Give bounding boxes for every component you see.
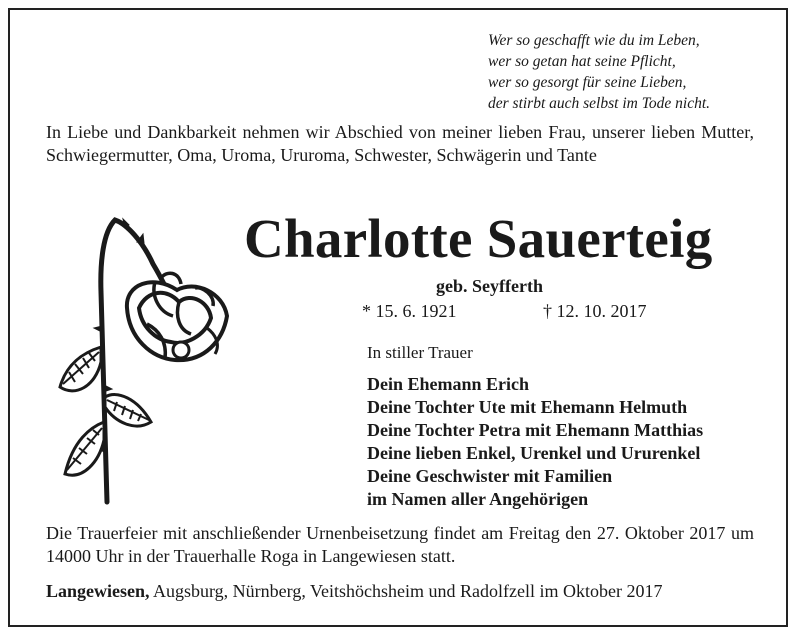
mourning-title: In stiller Trauer	[367, 343, 473, 362]
deceased-name: Charlotte Sauerteig	[244, 208, 713, 269]
poem-line: wer so gesorgt für seine Lieben,	[488, 74, 687, 91]
mourner-line: Deine Geschwister mit Familien	[367, 466, 613, 486]
poem-line: der stirbt auch selbst im Tode nicht.	[488, 95, 711, 112]
poem	[488, 30, 710, 114]
mourner-line: im Namen aller Angehörigen	[367, 489, 589, 509]
closing-line	[46, 581, 662, 602]
funeral-notice: Die Trauerfeier mit anschließender Urnenbeisetzung findet am Freitag den 27. Oktober 2017 um 14000 Uhr in der Trauerhalle Roga in Langewiesen statt.	[46, 523, 754, 566]
birth-date: * 15. 6. 1921	[362, 301, 457, 321]
mourner-line: Deine Tochter Petra mit Ehemann Matthias	[367, 420, 704, 440]
birth-name: geb. Seyfferth	[436, 276, 543, 296]
life-dates	[362, 301, 647, 322]
intro-text: In Liebe und Dankbarkeit nehmen wir Abschied von meiner lieben Frau, unserer lieben Mutter, Schwiegermutter, Oma, Uroma, Ururoma, Schwester, Schwägerin und Tante	[46, 122, 754, 165]
poem-line: wer so getan hat seine Pflicht,	[488, 53, 676, 70]
poem-line: Wer so geschafft wie du im Leben,	[488, 32, 700, 49]
mourner-line: Deine Tochter Ute mit Ehemann Helmuth	[367, 397, 688, 417]
wilted-rose-icon	[55, 212, 235, 507]
mourner-line: Deine lieben Enkel, Urenkel und Ururenkel	[367, 443, 701, 463]
closing-rest: Augsburg, Nürnberg, Veitshöchsheim und Radolfzell im Oktober 2017	[149, 581, 663, 601]
closing-place: Langewiesen,	[46, 581, 150, 601]
mourner-line: Dein Ehemann Erich	[367, 374, 530, 394]
death-date: † 12. 10. 2017	[543, 301, 647, 321]
mourners-list	[367, 373, 703, 511]
